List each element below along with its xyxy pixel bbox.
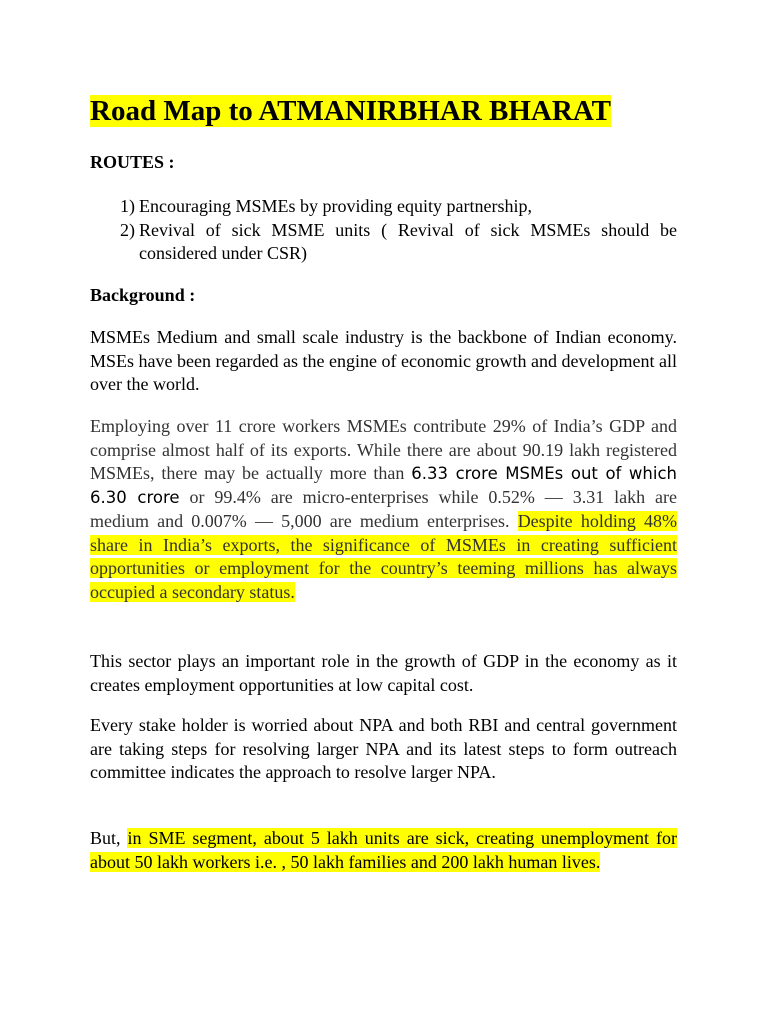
paragraph-sick-units (90, 827, 677, 874)
list-item-text: Revival of sick MSME units ( Revival of sick MSMEs should be considered under CSR) (139, 219, 677, 263)
title-text: Road Map to ATMANIRBHAR BHARAT (90, 95, 611, 127)
statistics-emphasis: 6.33 crore MSMEs out of which 6.30 crore (90, 464, 677, 508)
routes-heading: ROUTES : (90, 152, 175, 172)
statistics-text-cont: or 99.4% are micro-enterprises while 0.52% — 3.31 lakh are medium and 0.007% — 5,000 are medium enterprises. (90, 487, 677, 531)
paragraph-statistics (90, 415, 677, 605)
sick-units-lead: But, (90, 828, 128, 848)
statistics-text: Employing over 11 crore workers MSMEs contribute 29% of India’s GDP and comprise almost half of its exports. While there are about 90.19 lakh registered MSMEs, there may be actually more than (90, 416, 677, 484)
list-item (90, 195, 677, 219)
list-item-number: 2) (120, 219, 135, 240)
background-heading: Background : (90, 285, 196, 305)
routes-list (90, 195, 677, 266)
list-item (90, 219, 677, 266)
paragraph-intro: MSMEs Medium and small scale industry is the backbone of Indian economy. MSEs have been regarded as the engine of economic growth and development all over the world. (90, 327, 677, 395)
list-item-number: 1) (120, 196, 135, 216)
highlighted-text: Despite holding 48% share in India’s exports, the significance of MSMEs in creating sufficient opportunities or employment for the country’s teeming millions has always occupied a secondary status. (90, 510, 677, 602)
paragraph-gdp: This sector plays an important role in the growth of GDP in the economy as it creates employment opportunities at low capital cost. (90, 651, 677, 695)
list-item-text: Encouraging MSMEs by providing equity partnership, (139, 196, 532, 216)
document-title (90, 92, 677, 130)
paragraph-npa: Every stake holder is worried about NPA and both RBI and central government are taking steps for resolving larger NPA and its latest steps to form outreach committee indicates the approach to resolve larger NPA. (90, 715, 677, 783)
highlighted-text: in SME segment, about 5 lakh units are sick, creating unemployment for about 50 lakh workers i.e. , 50 lakh families and 200 lakh human lives. (90, 828, 677, 872)
